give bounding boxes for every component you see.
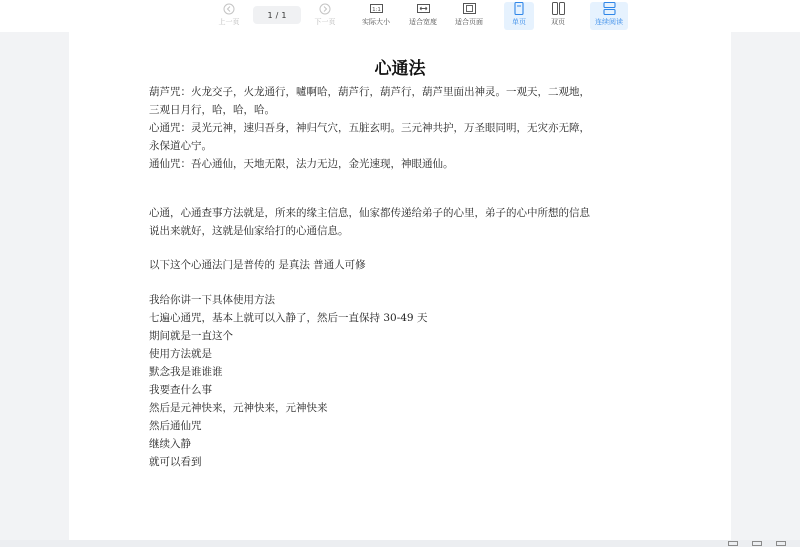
- text-line: 期间就是一直这个: [149, 330, 233, 342]
- text-line: 然后通仙咒: [149, 420, 202, 432]
- continuous-reading-icon: [602, 2, 616, 15]
- text-line: 心通咒：灵光元神，速归吾身，神归气穴，五脏玄明。三元神共护，万圣眼同明，无灾亦无障，: [149, 122, 590, 134]
- text-line: 然后是元神快来，元神快来，元神快来: [149, 402, 328, 414]
- actual-size-button[interactable]: [358, 2, 394, 30]
- text-line: 使用方法就是: [149, 348, 212, 360]
- total-pages: 1: [281, 10, 287, 20]
- document-title: 心通法: [374, 59, 426, 79]
- chevron-right-circle-icon: [318, 2, 332, 15]
- text-line: 永保道心宁。: [149, 140, 212, 152]
- text-line: 葫芦咒：火龙交子，火龙通行，嚧啊哈，葫芦行，葫芦行，葫芦里面出神灵。一观天，二观地，: [149, 86, 590, 98]
- fit-width-button[interactable]: [405, 2, 441, 30]
- double-page-label: 双页: [551, 18, 565, 26]
- chevron-left-circle-icon: [222, 2, 236, 15]
- prev-page-label: 上一页: [218, 18, 240, 26]
- text-line: 就可以看到: [149, 456, 202, 468]
- text-line: 以下这个心通法门是普传的 是真法 普通人可修: [149, 259, 366, 271]
- fit-page-icon: [462, 2, 476, 15]
- page-number-input[interactable]: [253, 6, 301, 24]
- continuous-reading-label: 连续阅读: [595, 18, 623, 26]
- fit-page-label: 适合页面: [455, 18, 483, 26]
- double-page-button[interactable]: [543, 2, 573, 30]
- text-line: 通仙咒：吾心通仙，天地无限，法力无边，金光速现，神眼通仙。: [149, 158, 454, 170]
- double-view-icon[interactable]: [752, 541, 762, 546]
- page-separator: /: [275, 10, 279, 20]
- fit-width-icon: [416, 2, 430, 15]
- status-bar: [0, 540, 800, 547]
- mantra-block: [149, 83, 654, 173]
- document-page: [69, 32, 731, 547]
- next-page-button[interactable]: [311, 2, 339, 30]
- text-line: 我要查什么事: [149, 384, 212, 396]
- text-line: 心通，心通查事方法就是，所来的缘主信息，仙家都传递给弟子的心里，弟子的心中所想的信息: [149, 207, 590, 219]
- text-line: 说出来就好，这就是仙家给打的心通信息。: [149, 225, 349, 237]
- viewer-toolbar: [0, 0, 800, 32]
- fit-page-button[interactable]: [451, 2, 487, 30]
- single-page-icon: [512, 2, 526, 15]
- single-view-icon[interactable]: [728, 541, 738, 546]
- note-paragraph: [149, 256, 649, 274]
- method-block: [149, 291, 649, 471]
- svg-text:1:1: 1:1: [371, 6, 381, 13]
- grid-view-icon[interactable]: [776, 541, 786, 546]
- text-line: 三观日月行，哈，哈，哈。: [149, 104, 275, 116]
- prev-page-button[interactable]: [215, 2, 243, 30]
- actual-size-icon: [369, 2, 383, 15]
- fit-width-label: 适合宽度: [409, 18, 437, 26]
- actual-size-label: 实际大小: [362, 18, 390, 26]
- single-page-label: 单页: [512, 18, 526, 26]
- text-line: 继续入静: [149, 438, 191, 450]
- current-page: 1: [267, 10, 273, 20]
- continuous-reading-button[interactable]: [590, 2, 628, 30]
- next-page-label: 下一页: [314, 18, 336, 26]
- text-line: 默念我是谁谁谁: [149, 366, 223, 378]
- text-line: 我给你讲一下具体使用方法: [149, 294, 275, 306]
- text-line: 七遍心通咒，基本上就可以入静了，然后一直保持 30-49 天: [149, 312, 428, 324]
- single-page-button[interactable]: [504, 2, 534, 30]
- explanation-paragraph: [149, 204, 654, 240]
- double-page-icon: [551, 2, 565, 15]
